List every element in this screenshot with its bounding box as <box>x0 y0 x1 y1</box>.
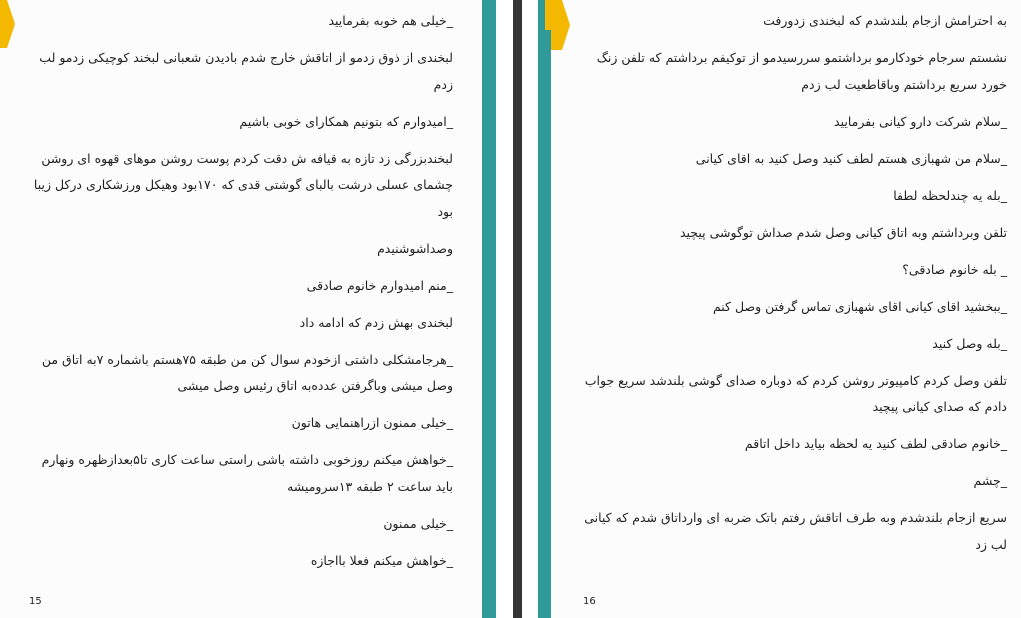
paragraph: _ بله خانوم صادقی؟ <box>902 261 1007 277</box>
right-page-text <box>583 8 1007 569</box>
paragraph: _بله یه چندلحظه لطفا <box>893 187 1007 203</box>
paragraph: تلفن وصل کردم کامپیوتر روشن کردم که دوباره صدای گوشی بلندشد سریع جواب دادم که صدای کیانی پیچید <box>584 372 1007 414</box>
spine-gap-right <box>522 0 538 618</box>
paragraph: _منم امیدوارم خانوم صادقی <box>306 277 453 293</box>
spine-teal-strip-right <box>538 0 551 618</box>
paragraph: _سلام شرکت دارو کیانی بفرمایید <box>834 113 1007 129</box>
page-number: 15 <box>29 596 42 607</box>
paragraph: _چشم <box>973 473 1007 488</box>
paragraph: _ببخشید اقای کیانی اقای شهبازی تماس گرفتن وصل کنم <box>712 298 1007 314</box>
paragraph: لبخندی بهش زدم که ادامه داد <box>299 314 453 330</box>
paragraph: سریع ازجام بلندشدم وبه طرف اتاقش رفتم باتک ضربه ای وارداتاق شدم که کیانی لب زد <box>584 510 1007 552</box>
paragraph: لبخندبزرگی زد تازه به قیافه ش دقت کردم پوست روشن موهای قهوه ای روشن چشمای عسلی درشت بالبای گوشتی قدی که ۱۷۰بود وهیکل ورزشکاری درکل زیبا بود <box>33 150 453 219</box>
paragraph: _بله وصل کنید <box>932 335 1007 351</box>
paragraph: _امیدوارم که بتونیم همکارای خوبی باشیم <box>239 113 453 129</box>
paragraph: _سلام من شهبازی هستم لطف کنید وصل کنید به اقای کیانی <box>695 150 1007 166</box>
paragraph: به احترامش ازجام بلندشدم که لبخندی زدورفت <box>763 13 1007 28</box>
left-page <box>0 0 482 618</box>
left-page-text <box>28 8 453 585</box>
spine-dark-strip <box>513 0 522 618</box>
paragraph: _هرجامشکلی داشتی ازخودم سوال کن من طبقه ۷۵هستم باشماره ۷به اتاق من وصل میشی وباگرفتن عدده‌به اتاق رئیس وصل میشی <box>41 351 453 393</box>
paragraph: لبخندی از ذوق زدمو از اتاقش خارج شدم بادیدن شعبانی لبخند کوچیکی زدمو لب زدم <box>39 50 453 92</box>
paragraph: _خیلی ممنون <box>383 515 453 531</box>
paragraph: _خانوم صادقی لطف کنید یه لحظه بیاید داخل اتاقم <box>744 436 1007 451</box>
paragraph: _خواهش میکنم روزخوبی داشته باشی راستی ساعت کاری تا۵بعدازظهره ونهارم باید ساعت ۲ طبقه ۱۳سرومیشه <box>41 452 453 494</box>
paragraph: _خواهش میکنم فعلا بااجازه <box>310 552 453 568</box>
spine-gap-left <box>496 0 513 618</box>
page-number: 16 <box>583 596 596 607</box>
paragraph: تلفن وبرداشتم وبه اتاق کیانی وصل شدم صداش توگوشی پیچید <box>679 224 1007 240</box>
paragraph: _خیلی ممنون ازراهنمایی هاتون <box>291 415 453 430</box>
spine-teal-strip-left <box>482 0 496 618</box>
bookmark-tab-left <box>0 0 15 50</box>
right-page <box>551 0 1021 618</box>
paragraph: نشستم سرجام خودکارمو برداشتمو سررسیدمو از توکیفم برداشتم که تلفن زنگ خورد سریع برداشتم وباقاطعیت لب زدم <box>596 50 1007 92</box>
paragraph: _خیلی هم خوبه بفرمایید <box>328 13 453 28</box>
paragraph: وصداشوشنیدم <box>377 240 453 256</box>
bookmark-tab-right <box>545 0 570 50</box>
